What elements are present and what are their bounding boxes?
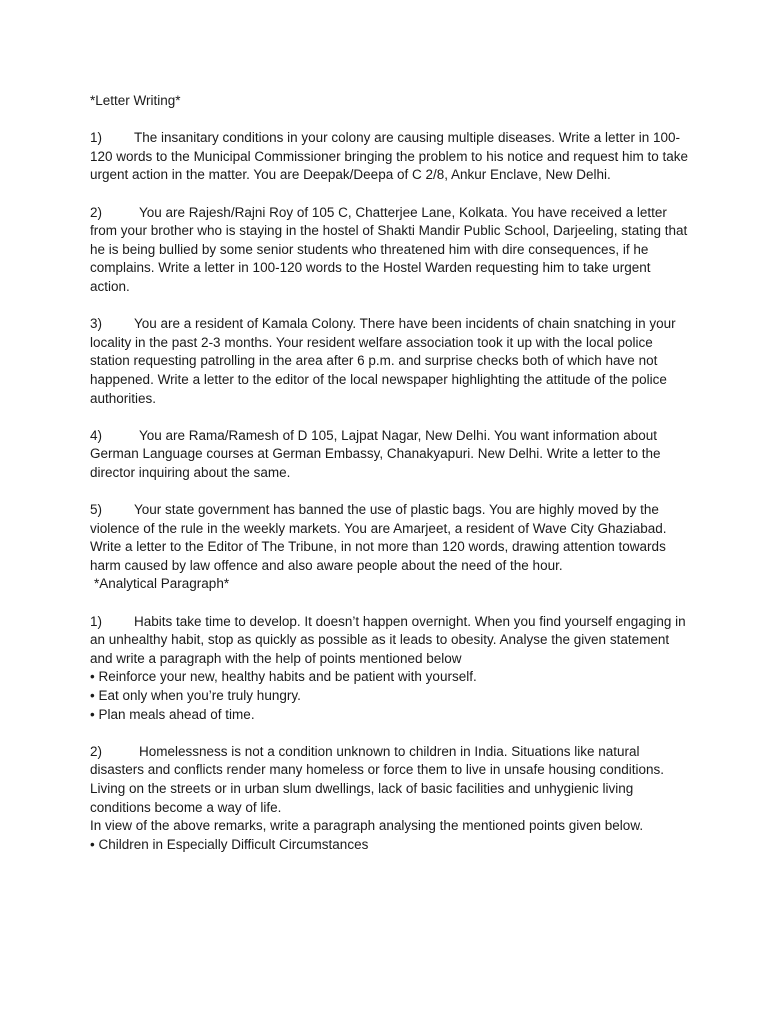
question-item — [90, 315, 690, 408]
question-item — [90, 501, 690, 575]
question-item — [90, 743, 690, 855]
bullet-point: • Reinforce your new, healthy habits and be patient with yourself. — [90, 669, 477, 685]
bullet-point: • Plan meals ahead of time. — [90, 706, 255, 722]
instruction-line: In view of the above remarks, write a paragraph analysing the mentioned points given below. — [90, 818, 644, 834]
question-number: 1) — [90, 613, 103, 629]
question-number: 3) — [90, 316, 103, 332]
bullet-point: • Eat only when you’re truly hungry. — [90, 688, 301, 703]
question-text: You are Rama/Ramesh of D 105, Lajpat Nagar, New Delhi. You want information about German Language courses at German Embassy, Chanakyapuri. New Delhi. Write a letter to the director inquiring about the same. — [90, 427, 661, 480]
question-number: 5) — [90, 502, 103, 518]
question-text: You are a resident of Kamala Colony. There have been incidents of chain snatching in your locality in the past 2-3 months. Your resident welfare association took it up with the local police station requesting patrolling in the area after 6 p.m. and surprise checks both of which have not happened. Write a letter to the editor of the local newspaper highlighting the attitude of the police authorities. — [90, 316, 676, 406]
question-number: 4) — [90, 427, 103, 443]
question-item — [90, 204, 690, 297]
section-heading: *Analytical Paragraph* — [94, 576, 230, 592]
question-text: You are Rajesh/Rajni Roy of 105 C, Chatterjee Lane, Kolkata. You have received a letter from your brother who is staying in the hostel of Shakti Mandir Public School, Darjeeling, stating that he is being bullied by some senior students who threatened him with dire consequences, if he complains. Write a letter in 100-120 words to the Hostel Warden requesting him to take urgent action. — [90, 204, 688, 294]
section-heading: *Letter Writing* — [90, 93, 181, 108]
question-text: Your state government has banned the use of plastic bags. You are highly moved by the violence of the rule in the weekly markets. You are Amarjeet, a resident of Wave City Ghaziabad. Write a letter to the Editor of The Tribune, in not more than 120 words, drawing attention towards harm caused by law offence and also aware people about the need of the hour. — [90, 502, 667, 573]
bullet-point: • Children in Especially Difficult Circumstances — [90, 836, 369, 852]
question-item — [90, 129, 690, 185]
question-number: 2) — [90, 204, 103, 220]
question-item — [90, 613, 690, 725]
question-number: 2) — [90, 743, 103, 759]
section-analytical-paragraph — [90, 575, 690, 854]
question-text: Homelessness is not a condition unknown to children in India. Situations like natural disasters and conflicts render many homeless or force them to live in unsafe housing conditions. Living on the streets or in urban slum dwellings, lack of basic facilities and unhygienic living conditions become a way of life. — [90, 743, 665, 815]
question-number: 1) — [90, 130, 103, 146]
section-letter-writing — [90, 92, 690, 575]
question-text: The insanitary conditions in your colony are causing multiple diseases. Write a letter in 100-120 words to the Municipal Commissioner bringing the problem to his notice and request him to take urgent action in the matter. You are Deepak/Deepa of C 2/8, Ankur Enclave, New Delhi. — [90, 130, 689, 183]
document-page — [90, 92, 690, 854]
question-text: Habits take time to develop. It doesn’t happen overnight. When you find yourself engaging in an unhealthy habit, stop as quickly as possible as it leads to obesity. Analyse the given statement and write a paragraph with the help of points mentioned below — [90, 613, 686, 666]
question-item — [90, 427, 690, 483]
